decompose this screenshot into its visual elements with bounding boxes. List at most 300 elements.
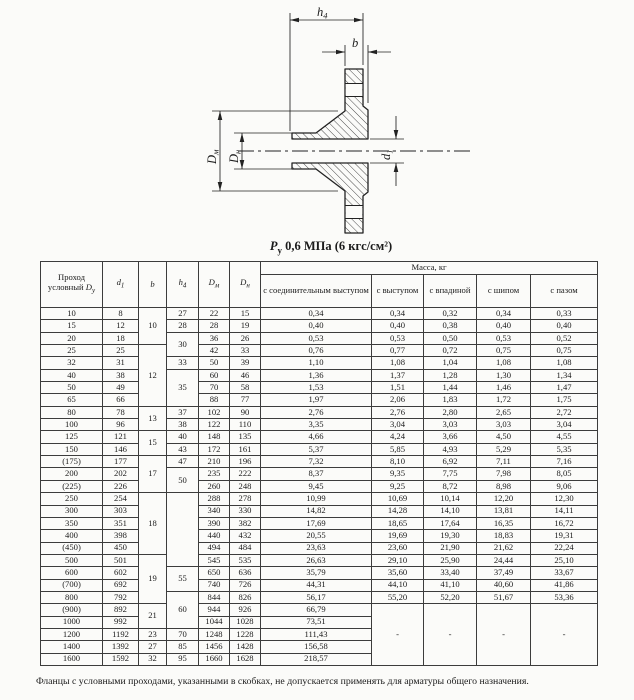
table-cell: 50 [41, 382, 103, 394]
table-cell: 29,10 [372, 554, 424, 566]
table-cell: 22 [199, 308, 230, 320]
dimension-label-dn: $D_н$ [227, 149, 243, 163]
table-cell: 1,28 [424, 369, 477, 381]
table-cell: 21 [139, 604, 167, 629]
table-cell: 235 [199, 468, 230, 480]
table-row [41, 443, 598, 455]
table-cell: 0,50 [424, 332, 477, 344]
table-cell: 350 [41, 517, 103, 529]
table-cell: 826 [230, 591, 261, 603]
table-cell: 9,45 [261, 480, 372, 492]
arrow-up-icon [394, 163, 399, 172]
table-cell: 42 [199, 345, 230, 357]
table-cell: 41,10 [424, 579, 477, 591]
table-cell: 38 [167, 419, 199, 431]
table-cell: 8,72 [424, 480, 477, 492]
table-cell: 17 [139, 456, 167, 493]
table-cell: 278 [230, 493, 261, 505]
table-cell: 10 [41, 308, 103, 320]
table-cell: 222 [230, 468, 261, 480]
table-cell: 7,11 [477, 456, 531, 468]
table-cell: 60 [167, 591, 199, 628]
table-cell: 1,34 [531, 369, 598, 381]
table-cell: 602 [103, 567, 139, 579]
table-cell: 121 [103, 431, 139, 443]
table-cell: 1,53 [261, 382, 372, 394]
table-cell: 15 [139, 431, 167, 456]
table-cell: 254 [103, 493, 139, 505]
table-cell: 40,60 [477, 579, 531, 591]
table-cell: 200 [41, 468, 103, 480]
table-row [41, 345, 598, 357]
table-cell: 0,53 [372, 332, 424, 344]
table-cell: 135 [230, 431, 261, 443]
table-row [41, 369, 598, 381]
table-row [41, 332, 598, 344]
table-cell: 20 [41, 332, 103, 344]
table-cell: 55 [167, 567, 199, 592]
table-cell: 1456 [199, 641, 230, 653]
table-cell: 1628 [230, 653, 261, 665]
table-cell: 38 [103, 369, 139, 381]
header-h4: $h_4$ [167, 262, 199, 308]
table-cell: 250 [41, 493, 103, 505]
table-cell: 340 [199, 505, 230, 517]
table-cell: 1192 [103, 628, 139, 640]
table-row [41, 394, 598, 406]
table-row [41, 406, 598, 418]
header-dn: $D_н$ [230, 262, 261, 308]
table-cell: 535 [230, 554, 261, 566]
table-cell: 23,60 [372, 542, 424, 554]
table-cell: 80 [41, 406, 103, 418]
table-cell: 398 [103, 530, 139, 542]
table-cell: 7,32 [261, 456, 372, 468]
table-cell: 60 [199, 369, 230, 381]
table-cell: 1,83 [424, 394, 477, 406]
table-cell: 14,28 [372, 505, 424, 517]
table-cell: 5,85 [372, 443, 424, 455]
table-cell: 46 [230, 369, 261, 381]
flange-table [40, 261, 598, 666]
table-cell: 33,40 [424, 567, 477, 579]
table-cell: 23 [139, 628, 167, 640]
table-row [41, 505, 598, 517]
table-cell: 636 [230, 567, 261, 579]
table-cell: 400 [41, 530, 103, 542]
table-cell: - [424, 604, 477, 666]
table-cell: 218,57 [261, 653, 372, 665]
table-cell: 27 [139, 641, 167, 653]
table-row [41, 591, 598, 603]
table-cell: 992 [103, 616, 139, 628]
table-cell: 726 [230, 579, 261, 591]
table-cell: 0,34 [477, 308, 531, 320]
table-cell: 600 [41, 567, 103, 579]
table-cell: 1,51 [372, 382, 424, 394]
header-mass: Масса, кг [261, 262, 598, 275]
table-cell: 12 [103, 320, 139, 332]
table-cell: 0,38 [424, 320, 477, 332]
table-cell: 440 [199, 530, 230, 542]
table-cell: 90 [230, 406, 261, 418]
table-cell: (175) [41, 456, 103, 468]
table-cell: 1,44 [424, 382, 477, 394]
table-cell: 41,86 [531, 579, 598, 591]
table-cell: 156,58 [261, 641, 372, 653]
table-cell: 37 [167, 406, 199, 418]
table-cell: 5,29 [477, 443, 531, 455]
table-cell: 2,72 [531, 406, 598, 418]
table-cell: 5,35 [531, 443, 598, 455]
table-cell: 545 [199, 554, 230, 566]
table-cell: 18,65 [372, 517, 424, 529]
table-row [41, 357, 598, 369]
table-cell: 35,79 [261, 567, 372, 579]
table-cell: 6,92 [424, 456, 477, 468]
table-cell: 892 [103, 604, 139, 616]
dimension-label-d1: $d_1$ [379, 149, 395, 160]
table-cell: 16,35 [477, 517, 531, 529]
table-cell: 12,30 [531, 493, 598, 505]
header-mass-col-4: с пазом [531, 275, 598, 308]
table-cell: 1,04 [424, 357, 477, 369]
table-cell: 49 [103, 382, 139, 394]
table-cell: 85 [167, 641, 199, 653]
table-cell: 4,24 [372, 431, 424, 443]
table-cell: 5,37 [261, 443, 372, 455]
table-cell: 51,67 [477, 591, 531, 603]
table-cell: 1044 [199, 616, 230, 628]
table-cell: 148 [199, 431, 230, 443]
table-cell: 1000 [41, 616, 103, 628]
table-cell: 78 [103, 406, 139, 418]
footnote: Фланцы с условными проходами, указанными в скобках, не допускается применять для арматуры общего назначения. [36, 676, 529, 687]
bolt-hole-top [345, 84, 363, 97]
header-mass-col-3: с шипом [477, 275, 531, 308]
table-cell: 1,08 [372, 357, 424, 369]
table-cell: 1428 [230, 641, 261, 653]
header-mass-col-1: с выступом [372, 275, 424, 308]
header-mass-col-0: с соединительным выступом [261, 275, 372, 308]
table-cell: 248 [230, 480, 261, 492]
table-cell: 303 [103, 505, 139, 517]
arrow-right-icon [336, 50, 345, 55]
table-row [41, 468, 598, 480]
table-cell: 73,51 [261, 616, 372, 628]
arrow-right-icon [354, 18, 363, 23]
arrow-left-icon [290, 18, 299, 23]
table-cell: 1,97 [261, 394, 372, 406]
table-cell: 0,33 [531, 308, 598, 320]
table-cell: 12 [139, 345, 167, 407]
table-cell: 10 [139, 308, 167, 345]
table-cell: 1200 [41, 628, 103, 640]
table-cell: 3,03 [477, 419, 531, 431]
table-cell: 32 [139, 653, 167, 665]
table-cell: 1,08 [477, 357, 531, 369]
table-row [41, 493, 598, 505]
table-cell: - [531, 604, 598, 666]
table-cell: 19 [139, 554, 167, 603]
table-cell: 32 [41, 357, 103, 369]
table-cell: 1,72 [477, 394, 531, 406]
table-cell: 56,17 [261, 591, 372, 603]
table-cell: 1,30 [477, 369, 531, 381]
table-cell: 177 [103, 456, 139, 468]
table-cell: 39 [230, 357, 261, 369]
table-cell: 2,80 [424, 406, 477, 418]
table-cell: 1,47 [531, 382, 598, 394]
table-cell: 66,79 [261, 604, 372, 616]
table-cell: 351 [103, 517, 139, 529]
header-mass-col-2: с впадиной [424, 275, 477, 308]
table-cell: 70 [167, 628, 199, 640]
table-cell: 4,66 [261, 431, 372, 443]
table-cell: 25 [103, 345, 139, 357]
table-cell: 125 [41, 431, 103, 443]
table-cell: 18,83 [477, 530, 531, 542]
table-cell: 19,30 [424, 530, 477, 542]
dimension-label-h4: $h_4$ [317, 5, 328, 21]
table-cell: 9,06 [531, 480, 598, 492]
table-cell: 3,66 [424, 431, 477, 443]
table-cell: 484 [230, 542, 261, 554]
table-cell: 3,03 [424, 419, 477, 431]
table-cell: 740 [199, 579, 230, 591]
table-cell: 210 [199, 456, 230, 468]
table-cell: 33 [167, 357, 199, 369]
table-cell: 1,75 [531, 394, 598, 406]
table-cell: (450) [41, 542, 103, 554]
table-header [41, 262, 598, 308]
dimension-label-dm: $D_м$ [205, 149, 221, 164]
table-cell: 43 [167, 443, 199, 455]
table-cell: 14,11 [531, 505, 598, 517]
table-cell: 3,35 [261, 419, 372, 431]
table-cell: 40 [41, 369, 103, 381]
table-cell: 36 [199, 332, 230, 344]
table-cell: - [477, 604, 531, 666]
table-row [41, 604, 598, 616]
table-cell: 0,40 [531, 320, 598, 332]
table-cell: 44,10 [372, 579, 424, 591]
table-cell: 4,55 [531, 431, 598, 443]
table-cell: 18 [103, 332, 139, 344]
table-cell: 1592 [103, 653, 139, 665]
table-cell: 0,77 [372, 345, 424, 357]
table-cell: 21,90 [424, 542, 477, 554]
table-cell: 1,08 [531, 357, 598, 369]
table-cell: 58 [230, 382, 261, 394]
table-cell: 9,35 [372, 468, 424, 480]
table-cell: 10,14 [424, 493, 477, 505]
table-cell: 792 [103, 591, 139, 603]
table-cell: 382 [230, 517, 261, 529]
table-cell: 10,69 [372, 493, 424, 505]
table-cell: 12,20 [477, 493, 531, 505]
table-cell: 450 [103, 542, 139, 554]
table-cell: 4,93 [424, 443, 477, 455]
table-cell: 66 [103, 394, 139, 406]
table-cell: 52,20 [424, 591, 477, 603]
table-cell: (700) [41, 579, 103, 591]
pressure-symbol: P [269, 239, 278, 253]
table-cell: 96 [103, 419, 139, 431]
table-cell: 0,72 [424, 345, 477, 357]
table-cell: 1,36 [261, 369, 372, 381]
table-cell: 50 [167, 468, 199, 493]
table-cell: 8,10 [372, 456, 424, 468]
arrow-down-icon [218, 182, 223, 191]
table-cell: 501 [103, 554, 139, 566]
table-cell: 0,75 [531, 345, 598, 357]
table-cell: 202 [103, 468, 139, 480]
table-cell: 25,90 [424, 554, 477, 566]
pressure-symbol-sub: у [277, 245, 282, 256]
table-cell: 2,76 [261, 406, 372, 418]
table-cell: 330 [230, 505, 261, 517]
table-cell: 16,72 [531, 517, 598, 529]
table-cell: 30 [167, 332, 199, 357]
table-cell: 1248 [199, 628, 230, 640]
table-row [41, 542, 598, 554]
header-dm: $D_м$ [199, 262, 230, 308]
table-row [41, 308, 598, 320]
arrow-left-icon [368, 50, 377, 55]
table-row [41, 567, 598, 579]
header-d1: $d_1$ [103, 262, 139, 308]
table-cell: 1400 [41, 641, 103, 653]
table-cell: 19,69 [372, 530, 424, 542]
table-cell: 9,25 [372, 480, 424, 492]
table-row [41, 554, 598, 566]
table-cell: 4,50 [477, 431, 531, 443]
table-cell: 926 [230, 604, 261, 616]
table-cell: 1,10 [261, 357, 372, 369]
table-cell: 0,76 [261, 345, 372, 357]
table-cell: 50 [199, 357, 230, 369]
table-cell: 0,53 [477, 332, 531, 344]
table-row [41, 530, 598, 542]
table-cell: 18 [139, 493, 167, 555]
table-cell: 100 [41, 419, 103, 431]
table-cell: 0,52 [531, 332, 598, 344]
table-cell: 226 [103, 480, 139, 492]
table-cell: 77 [230, 394, 261, 406]
table-cell: 33,67 [531, 567, 598, 579]
table-cell: 1660 [199, 653, 230, 665]
table-cell: 8,37 [261, 468, 372, 480]
table-cell: 800 [41, 591, 103, 603]
table-cell: 70 [199, 382, 230, 394]
table-cell: 35 [167, 369, 199, 406]
table-cell: 26 [230, 332, 261, 344]
table-cell: 65 [41, 394, 103, 406]
table-cell: 19,31 [531, 530, 598, 542]
table-cell [167, 493, 199, 567]
table-cell: 47 [167, 456, 199, 468]
table-cell: 53,36 [531, 591, 598, 603]
table-cell: 88 [199, 394, 230, 406]
table-cell: 95 [167, 653, 199, 665]
table-cell: 0,53 [261, 332, 372, 344]
table-row [41, 419, 598, 431]
table-cell: 111,43 [261, 628, 372, 640]
table-cell: 260 [199, 480, 230, 492]
table-cell: 20,55 [261, 530, 372, 542]
table-cell: 25 [41, 345, 103, 357]
table-cell: 172 [199, 443, 230, 455]
table-cell: 28 [199, 320, 230, 332]
table-cell: 650 [199, 567, 230, 579]
table-row [41, 456, 598, 468]
table-cell: 33 [230, 345, 261, 357]
table-cell: 1028 [230, 616, 261, 628]
table-row [41, 382, 598, 394]
pressure-caption [14, 239, 634, 256]
table-cell: 2,76 [372, 406, 424, 418]
table-cell: 150 [41, 443, 103, 455]
table-cell: 24,44 [477, 554, 531, 566]
table-cell: 19 [230, 320, 261, 332]
table-cell: 15 [41, 320, 103, 332]
table-cell: 37,49 [477, 567, 531, 579]
table-cell: 432 [230, 530, 261, 542]
flange-cross-section [0, 0, 634, 238]
table-cell: 0,34 [372, 308, 424, 320]
table-cell: 1228 [230, 628, 261, 640]
table-cell: 17,64 [424, 517, 477, 529]
header-pass: Проход условный $D_у$ [41, 262, 103, 308]
table-cell: 40 [167, 431, 199, 443]
table-cell: 44,31 [261, 579, 372, 591]
dimension-label-b: b [352, 36, 359, 50]
table-cell: 25,10 [531, 554, 598, 566]
table-cell: 500 [41, 554, 103, 566]
table-cell: 8 [103, 308, 139, 320]
table-cell: 23,63 [261, 542, 372, 554]
table-cell: 7,75 [424, 468, 477, 480]
table-cell: 390 [199, 517, 230, 529]
table-cell: 7,16 [531, 456, 598, 468]
table-cell: 1600 [41, 653, 103, 665]
table-cell: (900) [41, 604, 103, 616]
table-cell: 692 [103, 579, 139, 591]
table-cell: 1392 [103, 641, 139, 653]
table-cell: 7,98 [477, 468, 531, 480]
table-cell: 31 [103, 357, 139, 369]
flange-drawing [0, 0, 634, 238]
table-cell: 0,32 [424, 308, 477, 320]
table-cell: 0,40 [261, 320, 372, 332]
table-cell: 8,05 [531, 468, 598, 480]
table-cell: 3,04 [531, 419, 598, 431]
table-row [41, 320, 598, 332]
table-cell: 15 [230, 308, 261, 320]
table-cell: 0,40 [477, 320, 531, 332]
flange-section-top [292, 69, 368, 139]
table-row [41, 431, 598, 443]
table-cell: 110 [230, 419, 261, 431]
table-cell: 13,81 [477, 505, 531, 517]
table-cell: 1,37 [372, 369, 424, 381]
bolt-hole-bottom [345, 206, 363, 219]
header-b: b [139, 262, 167, 308]
table-cell: 0,75 [477, 345, 531, 357]
table-cell: 122 [199, 419, 230, 431]
flange-table-body [41, 308, 598, 666]
